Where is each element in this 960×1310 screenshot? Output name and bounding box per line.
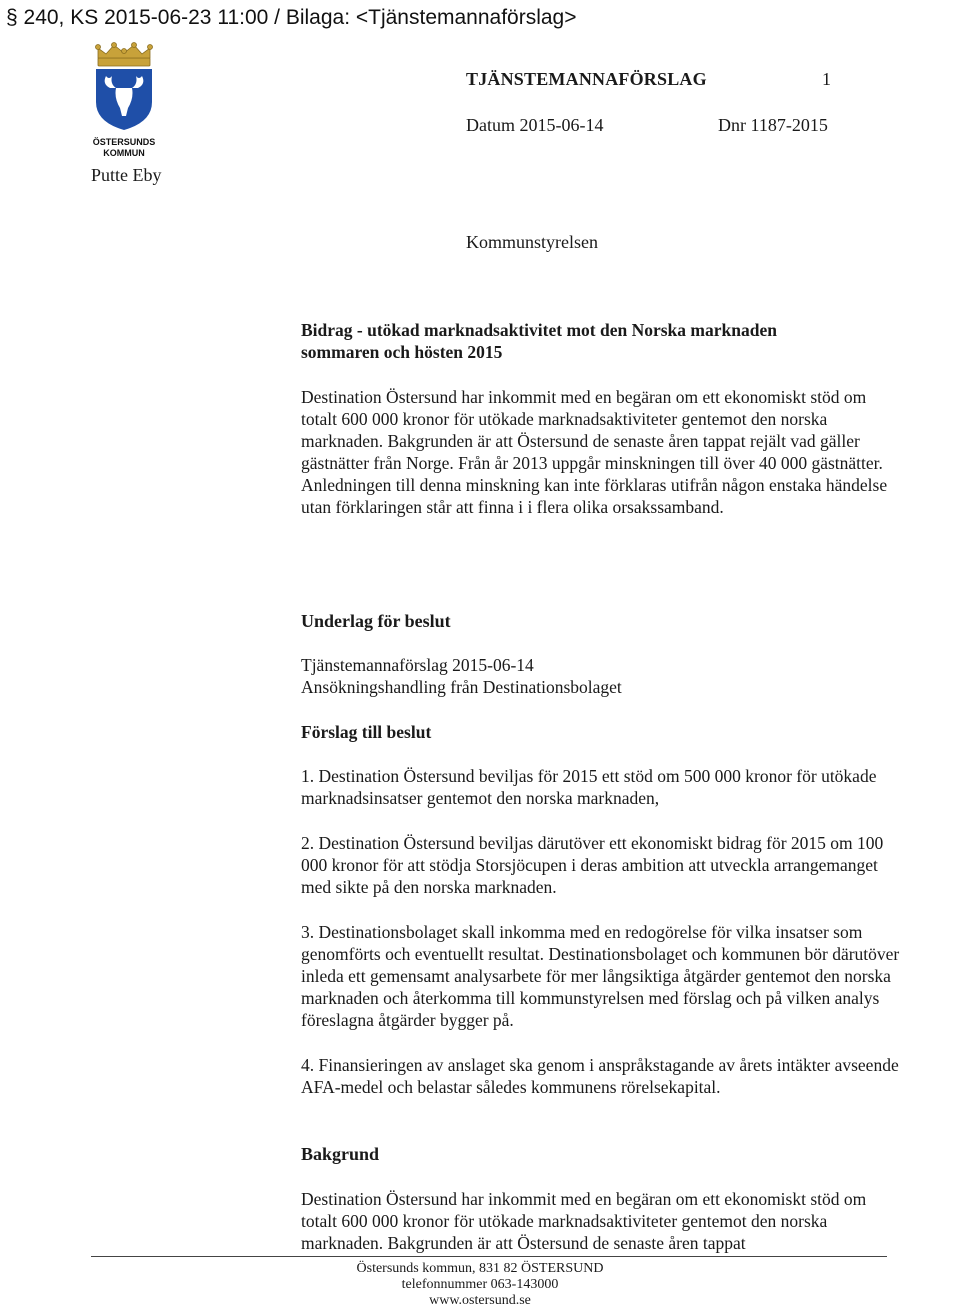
logo-text-line1: ÖSTERSUNDS: [92, 137, 156, 147]
bakgrund-paragraph: Destination Östersund har inkommit med en begäran om ett ekonomiskt stöd om totalt 600 000 kronor för utökade marknadsaktiviteter gentemot den norska marknaden. Bakgrunden är att Östersund de senaste åren tappat: [301, 1189, 867, 1253]
underlag-item: Ansökningshandling från Destinationsbolaget: [301, 677, 622, 697]
document-type-title: TJÄNSTEMANNAFÖRSLAG: [466, 69, 707, 89]
underlag-list: [301, 654, 901, 698]
footer-website: www.ostersund.se: [429, 1293, 531, 1308]
bakgrund-heading: Bakgrund: [301, 1144, 380, 1164]
document-reference-line: § 240, KS 2015-06-23 11:00 / Bilaga: <Tjänstemannaförslag>: [6, 6, 577, 29]
subject-heading-line1: Bidrag - utökad marknadsaktivitet mot den Norska marknaden: [301, 320, 777, 340]
author-name: Putte Eby: [91, 165, 162, 185]
recipient: Kommunstyrelsen: [466, 232, 598, 252]
forslag-heading: Förslag till beslut: [301, 722, 432, 742]
footer-phone: telefonnummer 063-143000: [401, 1277, 559, 1292]
decision-item-2: 2. Destination Östersund beviljas därutöver ett ekonomiskt bidrag för 2015 om 100 000 kronor för att stödja Storsjöcupen i deras ambition att utveckla arrangemanget med sikte på den norska marknaden.: [301, 833, 884, 897]
decision-item-1: 1. Destination Östersund beviljas för 2015 ett stöd om 500 000 kronor för utökade marknadsinsatser gentemot den norska marknaden,: [301, 766, 877, 808]
underlag-heading: Underlag för beslut: [301, 611, 451, 631]
footer-address: Östersunds kommun, 831 82 ÖSTERSUND: [356, 1261, 604, 1276]
footer: [300, 1261, 660, 1309]
decision-item-3: 3. Destinationsbolaget skall inkomma med en redogörelse för vilka insatser som genomförts och eventuellt resultat. Destinationsbolaget och kommunen bör därutöver inleda ett gemensamt analysarbete för mer långsiktiga åtgärder gentemot den norska marknaden och återkomma till kommunstyrelsen med förslag och på vilken analys föreslagna åtgärder bygger på.: [301, 922, 900, 1030]
subject-heading-line2: sommaren och hösten 2015: [301, 342, 503, 362]
logo-text-line2: KOMMUN: [103, 148, 145, 158]
decision-item-4: 4. Finansieringen av anslaget ska genom i anspråkstagande av årets intäkter avseende AFA-medel och belastar således kommunens rörelsekapital.: [301, 1055, 899, 1097]
page-number: 1: [822, 69, 831, 89]
document-date: Datum 2015-06-14: [466, 115, 604, 135]
registration-number: Dnr 1187-2015: [718, 115, 828, 135]
subject-heading: [301, 319, 901, 363]
ostersund-coat-of-arms-icon: [92, 42, 156, 160]
underlag-item: Tjänstemannaförslag 2015-06-14: [301, 655, 534, 675]
intro-paragraph: Destination Östersund har inkommit med en begäran om ett ekonomiskt stöd om totalt 600 000 kronor för utökade marknadsaktiviteter gentemot den norska marknaden. Bakgrunden är att Östersund de senaste åren tappat rejält vad gäller gästnätter från Norge. Från år 2013 uppgår minskningen till över 40 000 gästnätter. Anledningen till denna minskning kan inte förklaras utifrån någon enstaka händelse utan förklaringen står att finna i i flera olika orsakssamband.: [301, 387, 888, 517]
footer-divider: [91, 1256, 887, 1257]
